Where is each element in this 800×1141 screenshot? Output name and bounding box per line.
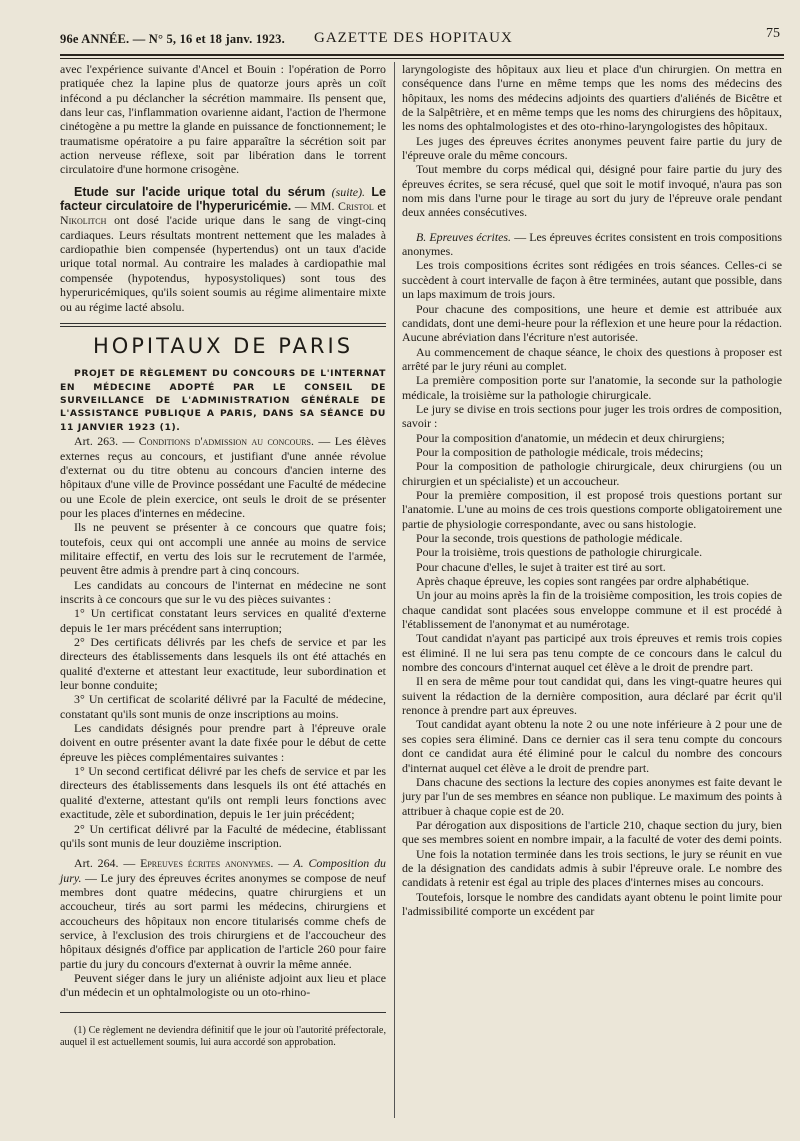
paragraph: Une fois la notation terminée dans les trois sections, le jury se réunit en vue de la désignation des candidats admis à subir l'épreuve orale. Le nombre des candidats à retenir est égal au triple des places d'internes mises au concours. xyxy=(402,846,782,890)
paragraph: Pour la composition de pathologie chirurgicale, deux chirurgiens (ou un chirurgien et un spécialiste) et un accoucheur. xyxy=(402,459,782,488)
right-column xyxy=(402,62,782,918)
section-rule xyxy=(60,323,386,327)
etude-suite: (suite). xyxy=(331,184,366,199)
paragraph: La première composition porte sur l'anatomie, la seconde sur la pathologie médicale, la troisième sur la pathologie chirurgicale. xyxy=(402,373,782,402)
header-rule xyxy=(60,54,784,56)
paragraph: 2° Des certificats délivrés par les chefs de service et par les directeurs des établissements dans lesquels ils ont été attachés en qualité d'externe et attestant leur exactitude, leur subordination et leur bonne conduite; xyxy=(60,635,386,693)
etude-paragraph xyxy=(60,185,386,314)
paragraph: Tout candidat n'ayant pas participé aux trois épreuves et remis trois copies est éliminé. Il ne lui sera pas tenu compte de ce concours dans le calcul du nombre des concours d'internat auquel cet élève a le droit de prendre part. xyxy=(402,631,782,675)
article-264 xyxy=(60,856,386,971)
journal-title: GAZETTE DES HOPITAUX xyxy=(314,30,513,46)
article-title: — Epreuves écrites anonymes. xyxy=(118,856,274,871)
paragraph: 2° Un certificat délivré par la Faculté de médecine, établissant qu'ils sont munis de leur douzième inscription. xyxy=(60,821,386,850)
article-body: — Les élèves externes reçus au concours, et justifiant d'une année révolue d'externat ou du titre obtenu au concours d'ancien interne des hôpitaux d'une ville de Province possédant une Faculté de médecine ou une Ecole de plein exercice, ont seuls le droit de se présenter pour les places d'internes en médecine. xyxy=(60,434,387,520)
section-b xyxy=(402,230,782,259)
footnote-rule xyxy=(60,1012,386,1013)
paragraph: Après chaque épreuve, les copies sont rangées par ordre alphabétique. xyxy=(416,574,750,589)
etude-subtitle: Le facteur circulatoire de l'hyperuricémie. xyxy=(60,184,386,214)
paragraph: Il en sera de même pour tout candidat qui, dans les vingt-quatre heures qui suivent la rédaction de la dernière composition, aura déclaré par écrit qu'il renonce à prendre part aux épreuves. xyxy=(402,674,782,718)
author-name: Cristol xyxy=(338,199,374,214)
left-column xyxy=(60,62,386,1050)
author-and: et xyxy=(373,199,386,214)
paragraph: Un jour au moins après la fin de la troisième composition, les trois copies de chaque candidat sont placées sous enveloppe commune et il est procédé à l'établissement de l'anonymat et au numérotage. xyxy=(402,588,782,632)
paragraph: Les candidats désignés pour prendre part à l'épreuve orale doivent en outre présenter avant la date fixée pour le début de cette épreuve les pièces complémentaires suivantes : xyxy=(60,721,386,764)
projet-heading: PROJET DE RÈGLEMENT DU CONCOURS DE L'INTERNAT EN MÉDECINE ADOPTÉ PAR LE CONSEIL DE SURVEILLANCE DE L'ADMINISTRATION GÉNÉRALE DE L'ASSISTANCE PUBLIQUE A PARIS, DANS SA SÉANCE DU 11 JANVIER 1923 (1). xyxy=(60,368,386,433)
page-header xyxy=(60,26,782,50)
paragraph: avec l'expérience suivante d'Ancel et Bouin : l'opération de Porro pratiquée chez la lapine plus de quatorze jours après un coït infécond a pu déclancher la sécrétion mammaire. Ils pensent que, dans leur cas, l'inflammation ovarienne aidant, l'action de l'hermone cinétogène a pu mettre la glande en puissance de fonctionnement; le traumatisme opératoire a pu faire apparaître la sécrétion soit par action nerveuse réflexe, soit par libération dans le torrent circulatoire d'une hormone crisogène. xyxy=(60,62,386,177)
paragraph: Peuvent siéger dans le jury un aliéniste adjoint aux lieu et place d'un médecin et un ophtalmologiste ou un oto-rhino- xyxy=(60,970,386,1000)
paragraph: Pour la troisième, trois questions de pathologie chirurgicale. xyxy=(416,545,703,560)
article-subtitle: — A. Composition du jury. xyxy=(60,856,386,885)
article-label: Art. 263. xyxy=(74,434,119,449)
paragraph: 1° Un second certificat délivré par les chefs de service et par les directeurs des établissements dans lesquels ils ont été attachés en qualité d'externe, attestant qu'ils ont rempli leurs fonctions avec exactitude, zèle et subordination, depuis le 1er juin précédent; xyxy=(60,764,386,822)
paragraph: Ils ne peuvent se présenter à ce concours que quatre fois; toutefois, ceux qui ont accompli une année au moins de service militaire effectif, en vertu des lois sur le recrutement de l'armée, peuvent être admis à prendre part à cinq concours. xyxy=(60,520,386,578)
page-number: 75 xyxy=(766,26,780,41)
section-b-body: — Les épreuves écrites consistent en trois compositions anonymes. xyxy=(402,229,782,259)
paragraph: Le jury se divise en trois sections pour juger les trois ordres de composition, savoir : xyxy=(402,401,782,431)
paragraph: Les candidats au concours de l'internat en médecine ne sont inscrits à ce concours que sur le vu des pièces suivantes : xyxy=(60,577,386,606)
article-263 xyxy=(60,434,386,520)
paragraph: Pour chacune des compositions, une heure et demie est attribuée aux candidats, dont une demi-heure pour la réflexion et une heure pour la rédaction. Aucune abréviation dans l'écriture n'est autorisée. xyxy=(402,301,782,345)
paragraph: 3° Un certificat de scolarité délivré par la Faculté de médecine, constatant qu'ils sont munis de onze inscriptions au moins. xyxy=(60,692,386,721)
paragraph: Dans chacune des sections la lecture des copies anonymes est faite devant le jury par l'un de ses membres en séance non publique. Le maximum des points à attribuer à chaque copie est de 20. xyxy=(402,774,782,818)
paragraph: Pour la composition de pathologie médicale, trois médecins; xyxy=(416,444,704,459)
issue-info: 96e ANNÉE. — N° 5, 16 et 18 janv. 1923. xyxy=(60,32,285,46)
paragraph: 1° Un certificat constatant leurs services en qualité d'externe depuis le 1er mars précédent sans interruption; xyxy=(60,606,386,635)
header-rule-thin xyxy=(60,58,784,59)
etude-authors-pre: — MM. xyxy=(291,199,339,214)
etude-title: Etude sur l'acide urique total du sérum xyxy=(74,184,326,199)
article-label: Art. 264. xyxy=(74,856,119,871)
paragraph: Pour la composition d'anatomie, un médecin et deux chirurgiens; xyxy=(416,430,725,445)
author-name: Nikolitch xyxy=(60,213,107,228)
paragraph: Par dérogation aux dispositions de l'article 210, chaque section du jury, bien que ses membres soient en nombre impair, a la faculté de voter des demi points. xyxy=(402,817,782,847)
etude-body: ont dosé l'acide urique dans le sang de vingt-cinq cardiaques. Leurs résultats montrent nettement que les malades à cardiopathie bien compensée (hypertendus) ont un taux d'acide urique total normal. Au contraire les malades à cardiopathie mal compensée (hypotendus, hyposystoliques) sont tous des hyperuricémiques, qu'ils soient soumis au régime alimentaire mixte ou au régime lacté absolu. xyxy=(60,213,386,314)
paragraph: Les juges des épreuves écrites anonymes peuvent faire partie du jury de l'épreuve orale du même concours. xyxy=(402,133,782,163)
paragraph: Pour la première composition, il est proposé trois questions portant sur l'anatomie. L'une au moins de ces trois questions comporte obligatoirement une partie de physiologie correspondante, avec ou sans histologie. xyxy=(402,487,782,531)
paragraph: Toutefois, lorsque le nombre des candidats ayant obtenu le point limite pour l'admissibilité comporte un excédent par xyxy=(402,889,782,918)
paragraph: Pour chacune d'elles, le sujet à traiter est tiré au sort. xyxy=(416,559,666,574)
paragraph: Au commencement de chaque séance, le choix des questions à proposer est arrêté par le jury réuni au complet. xyxy=(402,344,782,373)
section-title: HOPITAUX DE PARIS xyxy=(92,333,354,358)
paragraph: laryngologiste des hôpitaux aux lieu et place d'un chirurgien. On mettra en conséquence dans l'urne en même temps que les noms des médecins des hôpitaux, les noms des médecins adjoints des quartiers d'aliénés de Bicêtre et de la Salpêtrière, et en même temps que les noms des chirurgiens des hôpitaux, les noms des ophtalmologistes et des oto-rhino-laryngologistes des hôpitaux. xyxy=(402,62,782,134)
footnote: (1) Ce règlement ne deviendra définitif que le jour où l'autorité préfectorale, auquel il est actuellement soumis, lui aura accordé son approbation. xyxy=(60,1024,386,1049)
paragraph: Tout candidat ayant obtenu la note 2 ou une note inférieure à 2 pour une de ses copies sera éliminé. Dans ce dernier cas il sera tenu compte du concours dont ce candidat aura été éliminé pour le calcul du nombre des concours d'internat auquel cet élève a le droit de prendre part. xyxy=(402,717,782,775)
article-body: — Le jury des épreuves écrites anonymes se compose de neuf membres dont quatre médecins, quatre chirurgiens et un accoucheur, tirés au sort parmi les médecins, chirurgiens et accoucheurs des hôpitaux non encore titularisés comme chefs de service, à l'exclusion des trois chirurgiens et de l'accoucheur des hôpitaux désignés d'office par application de l'article 260 pour faire partie du jury du concours d'externat à ouvrir la même année. xyxy=(60,870,386,971)
section-b-label: B. Epreuves écrites. xyxy=(416,229,512,244)
paragraph: Tout membre du corps médical qui, désigné pour faire partie du jury des épreuves écrites, se sera récusé, quel que soit le motif invoqué, n'aura pas son nom mis dans l'urne pour le tirage au sort du jury de l'épreuve orale pendant deux années consécutives. xyxy=(402,162,782,220)
paragraph: Pour la seconde, trois questions de pathologie médicale. xyxy=(416,531,683,545)
column-divider xyxy=(394,62,395,1118)
paragraph: Les trois compositions écrites sont rédigées en trois séances. Celles-ci se succèdent à court intervalle de façon à être terminées, autant que possible, dans un laps maximum de trois jours. xyxy=(402,258,782,302)
article-title: — Conditions d'admission au concours. xyxy=(118,434,314,449)
